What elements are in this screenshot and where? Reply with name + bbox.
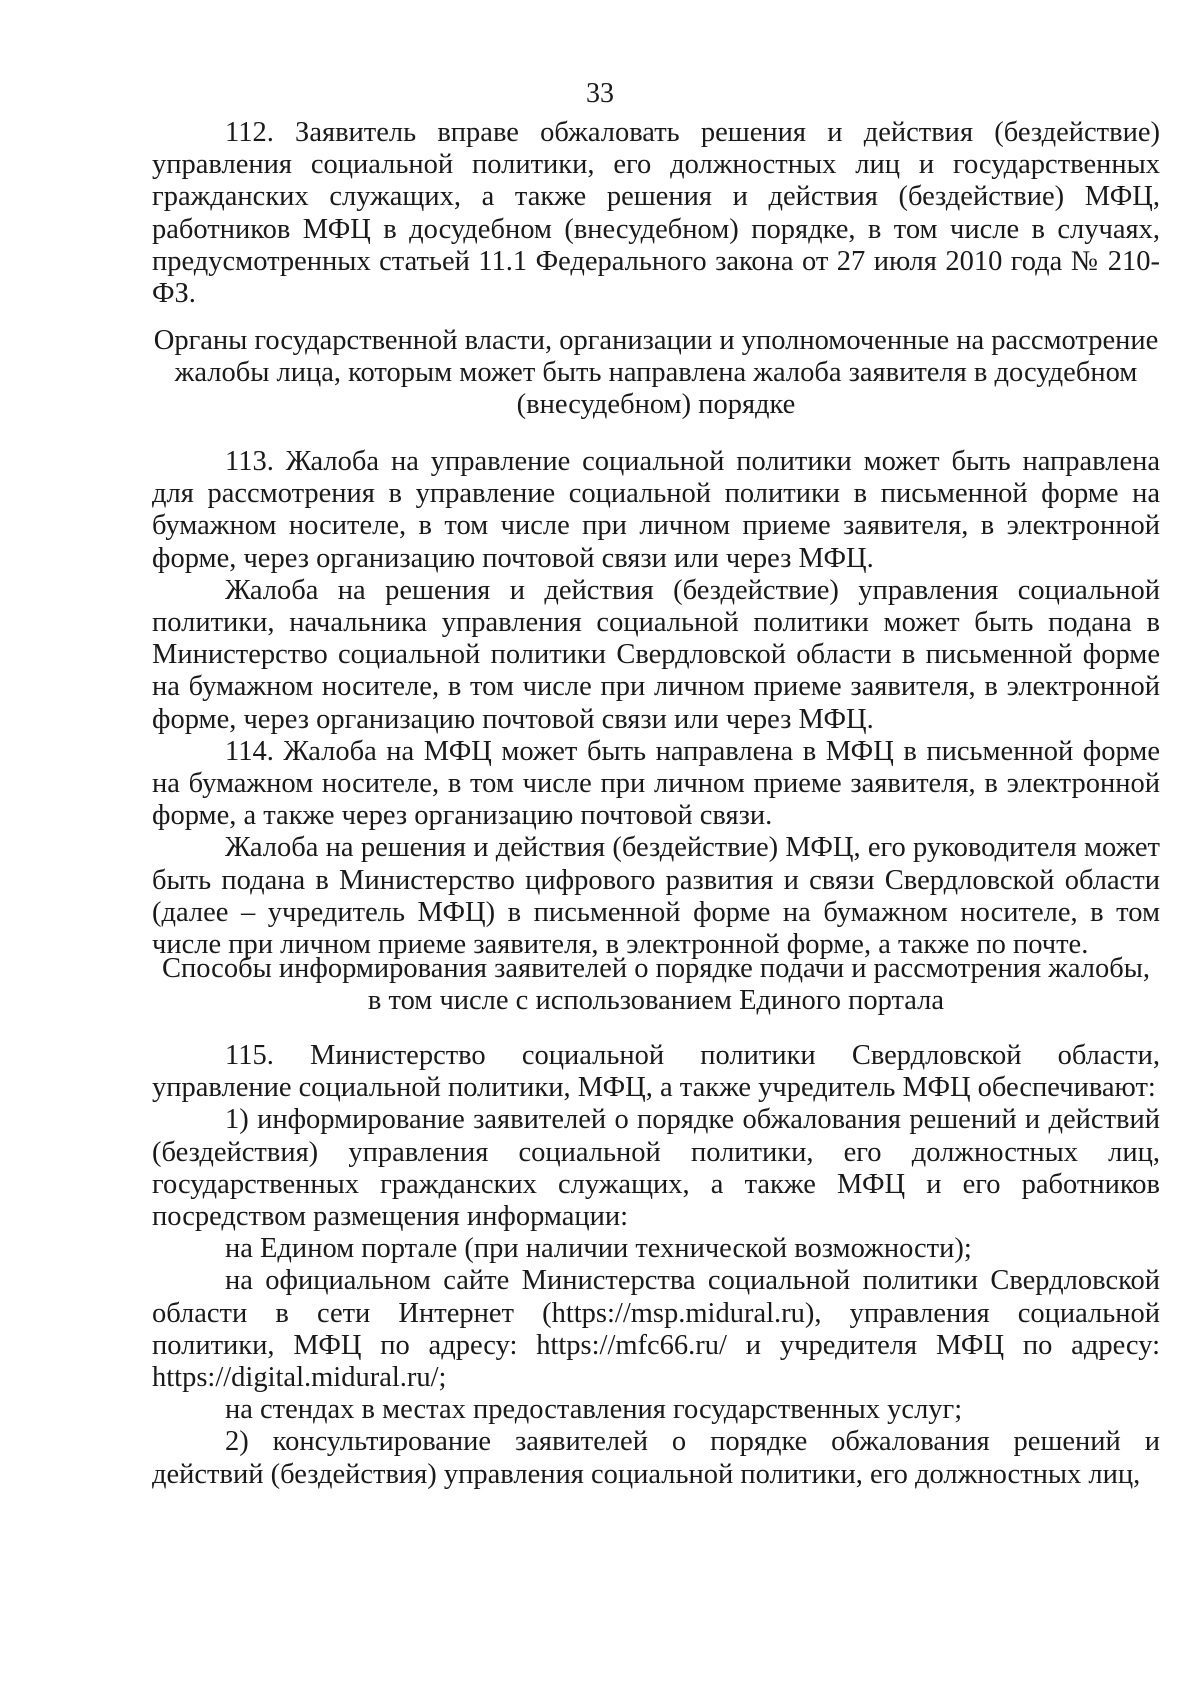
paragraph-115-item-1-websites: на официальном сайте Министерства социальной политики Свердловской области в сети Интернет (https://msp.midural.ru), управления социальной политики, МФЦ по адресу: https://mfc66.ru/ и учредителя МФЦ по адресу: https://digital.midural.ru/; [152,1265,1160,1394]
section-heading-informing-methods-block [152,953,1160,1017]
paragraph-115-item-2: 2) консультирование заявителей о порядке обжалования решений и действий (бездействия) управления социальной политики, его должностных лиц, [152,1426,1160,1490]
paragraph-114: 114. Жалоба на МФЦ может быть направлена в МФЦ в письменной форме на бумажном носителе, в том числе при личном приеме заявителя, в электронной форме, а также через организацию почтовой связи. [152,735,1160,832]
paragraph-112: 112. Заявитель вправе обжаловать решения и действия (бездействие) управления социальной политики, его должностных лиц и государственных гражданских служащих, а также решения и действия (бездействие) МФЦ, работников МФЦ в досудебном (внесудебном) порядке, в том числе в случаях, предусмотренных статьей 11.1 Федерального закона от 27 июля 2010 года № 210-ФЗ. [152,117,1160,310]
paragraph-112-block [152,117,1160,310]
paragraph-115-item-1-portal: на Едином портале (при наличии технической возможности); [225,1233,972,1265]
section-heading-complaint-bodies-block [152,325,1160,422]
paragraphs-113-114-block [152,446,1160,961]
section-heading-informing-methods: Способы информирования заявителей о порядке подачи и рассмотрения жалобы, в том числе с использованием Единого портала [161,953,1151,1017]
paragraph-115-item-1: 1) информирование заявителей о порядке обжалования решений и действий (бездействия) управления социальной политики, его должностных лиц, государственных гражданских служащих, а также МФЦ и его работников посредством размещения информации: [152,1104,1160,1233]
section-heading-complaint-bodies: Органы государственной власти, организации и уполномоченные на рассмотрение жалобы лица, которым может быть направлена жалоба заявителя в досудебном (внесудебном) порядке [153,325,1159,421]
paragraph-114-continued: Жалоба на решения и действия (бездействие) МФЦ, его руководителя может быть подана в Министерство цифрового развития и связи Свердловской области (далее – учредитель МФЦ) в письменной форме на бумажном носителе, в том числе при личном приеме заявителя, в электронной форме, а также по почте. [152,832,1160,961]
paragraph-113: 113. Жалоба на управление социальной политики может быть направлена для рассмотрения в управление социальной политики в письменной форме на бумажном носителе, в том числе при личном приеме заявителя, в электронной форме, через организацию почтовой связи или через МФЦ. [152,446,1160,574]
paragraph-115-block [152,1040,1160,1491]
paragraph-115: 115. Министерство социальной политики Свердловской области, управление социальной политики, МФЦ, а также учредитель МФЦ обеспечивают: [152,1040,1160,1104]
paragraph-115-item-1-stands: на стендах в местах предоставления государственных услуг; [225,1394,963,1426]
page-number: 33 [586,78,614,109]
paragraph-113-continued: Жалоба на решения и действия (бездействие) управления социальной политики, начальника управления социальной политики может быть подана в Министерство социальной политики Свердловской области в письменной форме на бумажном носителе, в том числе при личном приеме заявителя, в электронной форме, через организацию почтовой связи или через МФЦ. [152,574,1160,735]
